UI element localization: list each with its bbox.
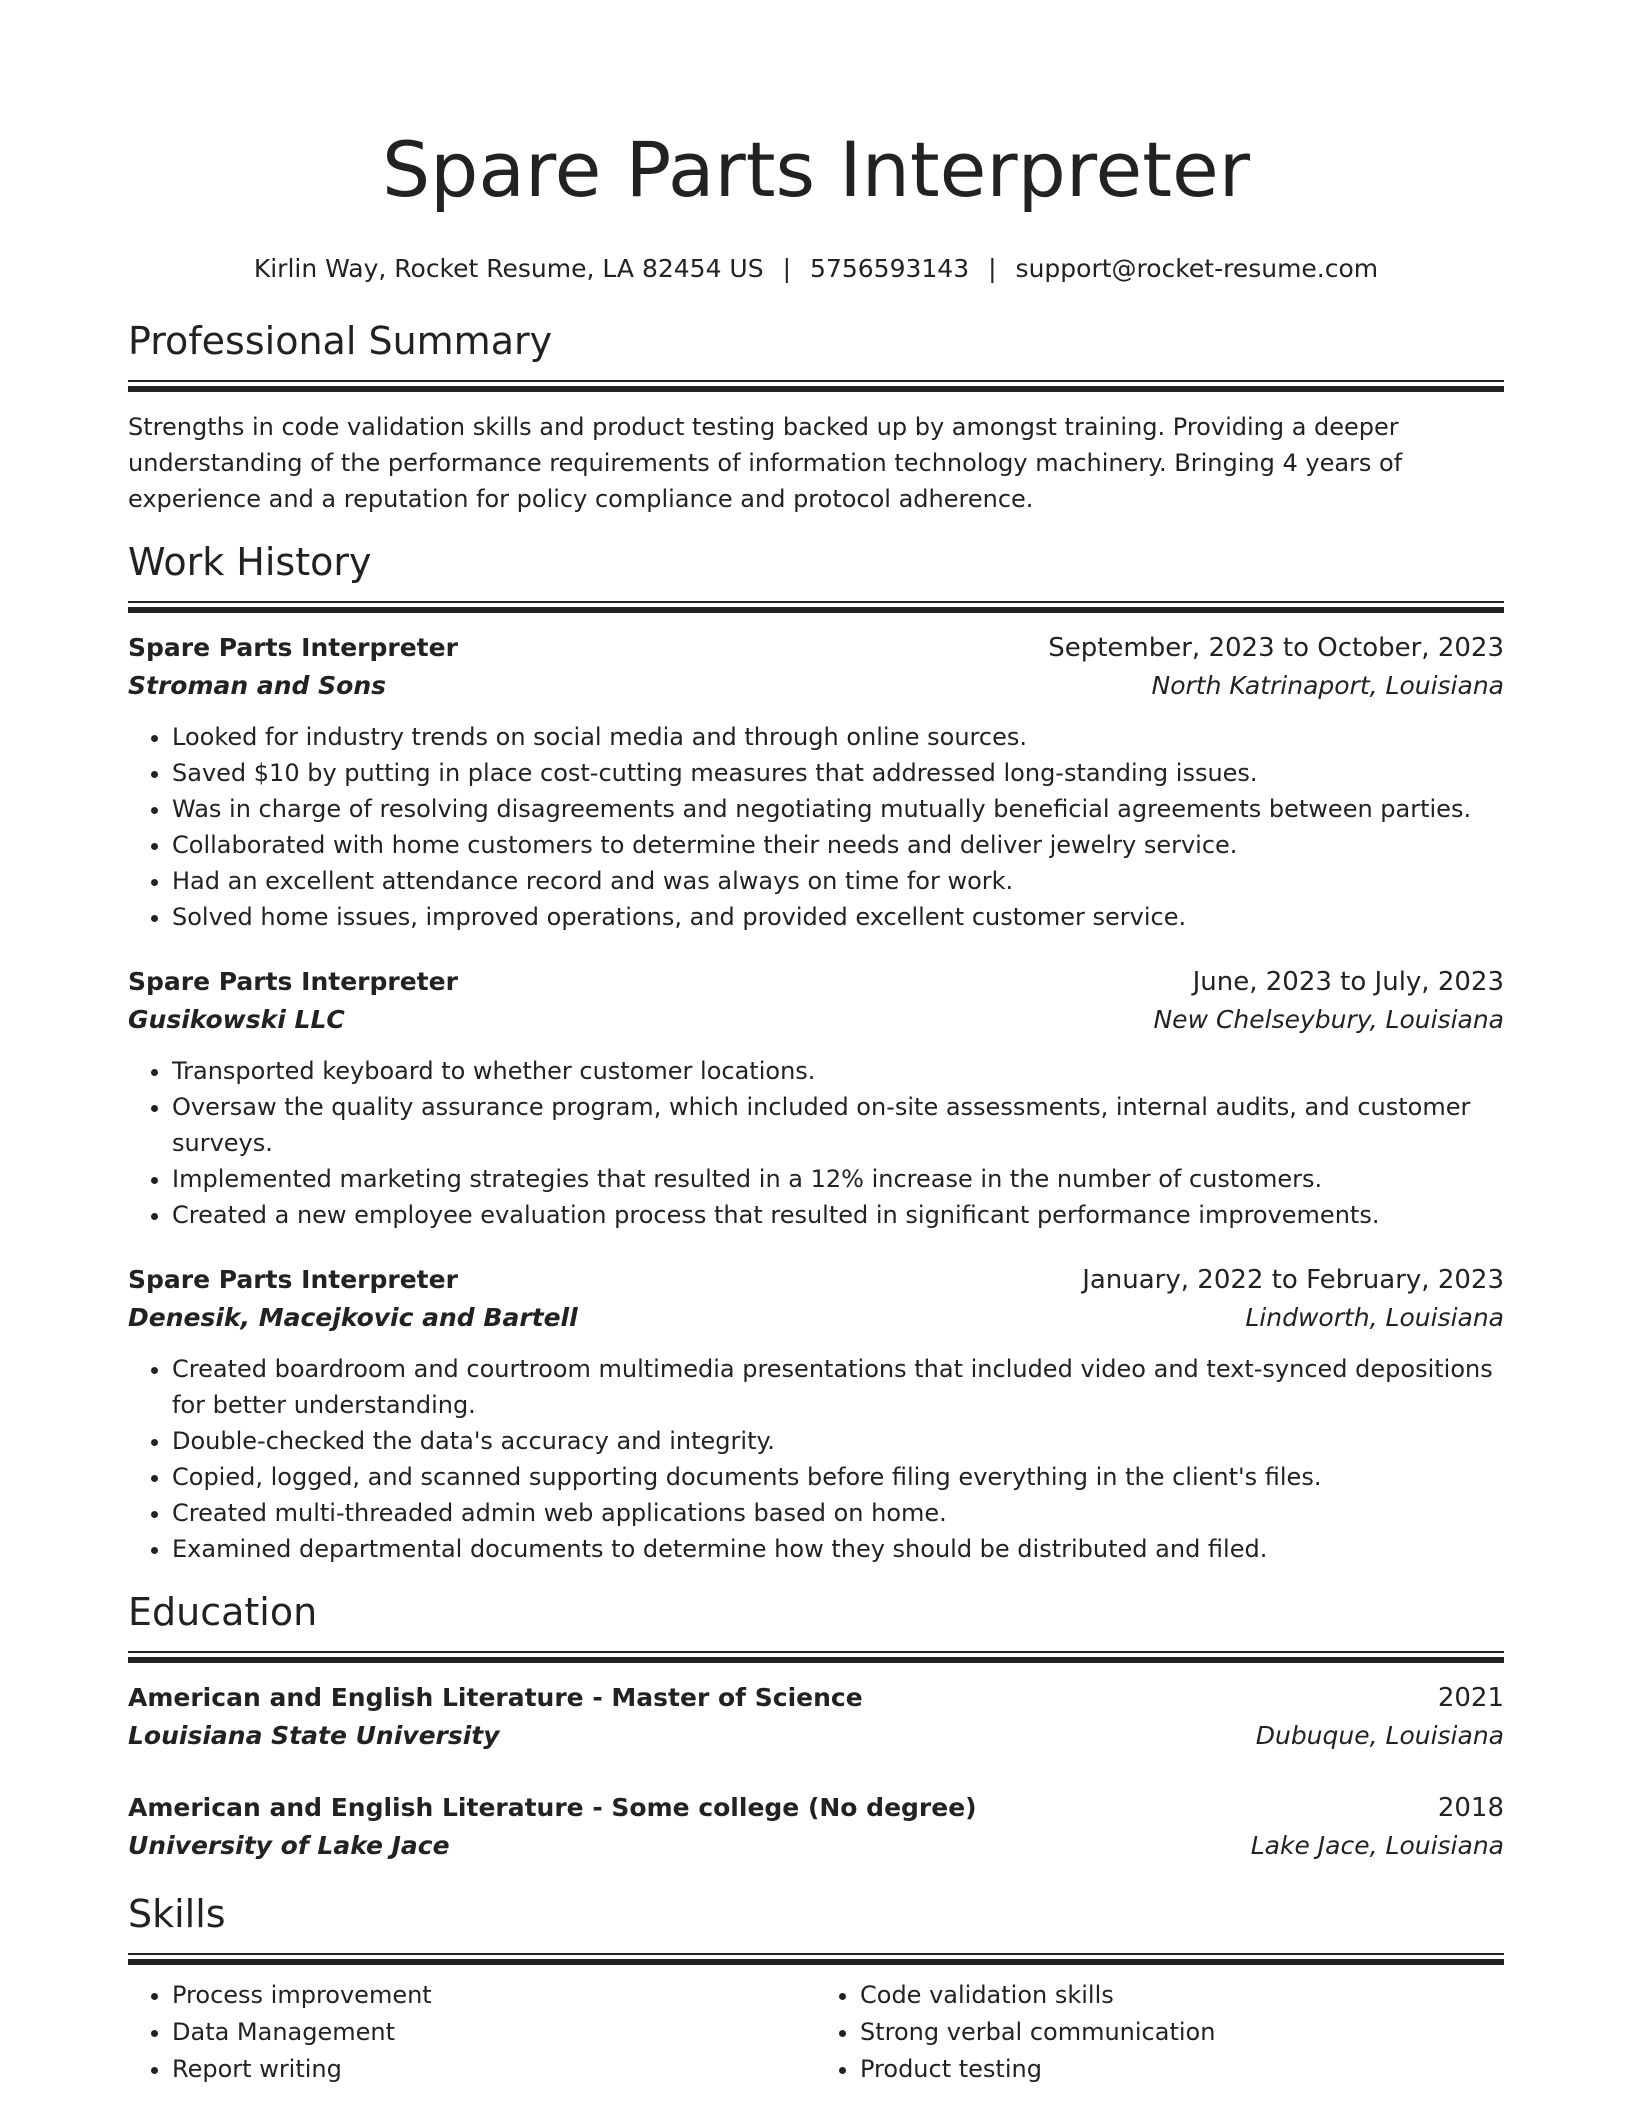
list-item: • Oversaw the quality assurance program, which included on-site assessments, internal audits, and customer surveys. bbox=[172, 1089, 1504, 1161]
education-entry bbox=[128, 1679, 1504, 1755]
degree-title: American and English Literature - Some college (No degree) bbox=[128, 1793, 977, 1822]
list-item: • Transported keyboard to whether customer locations. bbox=[172, 1053, 1504, 1089]
summary-heading: Professional Summary bbox=[128, 319, 553, 363]
list-item: • Implemented marketing strategies that resulted in a 12% increase in the number of customers. bbox=[172, 1161, 1504, 1197]
list-item: • Double-checked the data's accuracy and integrity. bbox=[172, 1423, 1504, 1459]
skills-list bbox=[128, 1977, 1504, 2088]
list-item: • Process improvement bbox=[172, 1977, 816, 2014]
section-divider bbox=[128, 1651, 1504, 1663]
list-item: • Report writing bbox=[172, 2051, 816, 2088]
job-company: Gusikowski LLC bbox=[128, 1005, 345, 1034]
list-item: • Data Management bbox=[172, 2014, 816, 2051]
contact-separator: | bbox=[782, 254, 792, 283]
education-entry bbox=[128, 1789, 1504, 1865]
list-item: • Had an excellent attendance record and was always on time for work. bbox=[172, 863, 1504, 899]
work-history-section bbox=[128, 537, 1504, 1567]
job-dates: January, 2022 to February, 2023 bbox=[1082, 1265, 1504, 1295]
contact-phone: 5756593143 bbox=[810, 254, 970, 283]
section-divider bbox=[128, 601, 1504, 613]
job-title: Spare Parts Interpreter bbox=[128, 633, 458, 662]
job-dates: September, 2023 to October, 2023 bbox=[1048, 633, 1504, 663]
job-title: Spare Parts Interpreter bbox=[128, 1265, 458, 1294]
skills-column-right bbox=[816, 1977, 1504, 2088]
job-location: North Katrinaport, Louisiana bbox=[1151, 671, 1504, 700]
job-entry bbox=[128, 629, 1504, 935]
school-name: Louisiana State University bbox=[128, 1721, 500, 1750]
skills-column-left bbox=[128, 1977, 816, 2088]
graduation-year: 2021 bbox=[1437, 1683, 1504, 1713]
list-item: • Examined departmental documents to determine how they should be distributed and filed. bbox=[172, 1531, 1504, 1567]
education-heading: Education bbox=[128, 1590, 318, 1634]
job-company: Denesik, Macejkovic and Bartell bbox=[128, 1303, 578, 1332]
contact-separator: | bbox=[988, 254, 997, 283]
job-entry bbox=[128, 1261, 1504, 1567]
list-item: • Was in charge of resolving disagreements and negotiating mutually beneficial agreements between parties. bbox=[172, 791, 1504, 827]
school-location: Dubuque, Louisiana bbox=[1255, 1721, 1504, 1750]
candidate-name: Spare Parts Interpreter bbox=[381, 125, 1251, 214]
list-item: • Created boardroom and courtroom multimedia presentations that included video and text-synced depositions for better understanding. bbox=[172, 1351, 1504, 1423]
job-entry bbox=[128, 963, 1504, 1233]
skills-heading: Skills bbox=[128, 1892, 226, 1936]
list-item: • Looked for industry trends on social media and through online sources. bbox=[172, 719, 1504, 755]
contact-address: Kirlin Way, Rocket Resume, LA 82454 US bbox=[253, 254, 764, 283]
job-title: Spare Parts Interpreter bbox=[128, 967, 458, 996]
school-location: Lake Jace, Louisiana bbox=[1250, 1831, 1504, 1860]
summary-section bbox=[128, 316, 1504, 517]
list-item: • Strong verbal communication bbox=[860, 2014, 1504, 2051]
job-dates: June, 2023 to July, 2023 bbox=[1192, 967, 1504, 997]
work-history-heading: Work History bbox=[128, 540, 372, 584]
list-item: • Collaborated with home customers to determine their needs and deliver jewelry service. bbox=[172, 827, 1504, 863]
summary-text: Strengths in code validation skills and product testing backed up by amongst training. Providing a deeper understanding of the performance requirements of information technology machinery. Bringing 4 years of experience and a reputation for policy compliance and protocol adherence. bbox=[128, 413, 1403, 513]
job-company: Stroman and Sons bbox=[128, 671, 387, 700]
job-location: New Chelseybury, Louisiana bbox=[1153, 1005, 1504, 1034]
contact-email: support@rocket-resume.com bbox=[1015, 254, 1379, 283]
skills-section bbox=[128, 1889, 1504, 2088]
section-divider bbox=[128, 380, 1504, 392]
section-divider bbox=[128, 1953, 1504, 1965]
list-item: • Code validation skills bbox=[860, 1977, 1504, 2014]
degree-title: American and English Literature - Master of Science bbox=[128, 1683, 863, 1712]
list-item: • Product testing bbox=[860, 2051, 1504, 2088]
school-name: University of Lake Jace bbox=[128, 1831, 450, 1860]
contact-line bbox=[128, 250, 1504, 288]
list-item: • Copied, logged, and scanned supporting documents before filing everything in the client's files. bbox=[172, 1459, 1504, 1495]
job-bullets bbox=[128, 1053, 1504, 1233]
list-item: • Created a new employee evaluation process that resulted in significant performance improvements. bbox=[172, 1197, 1504, 1233]
education-section bbox=[128, 1587, 1504, 1865]
job-location: Lindworth, Louisiana bbox=[1245, 1303, 1504, 1332]
list-item: • Saved $10 by putting in place cost-cutting measures that addressed long-standing issues. bbox=[172, 755, 1504, 791]
list-item: • Solved home issues, improved operations, and provided excellent customer service. bbox=[172, 899, 1504, 935]
list-item: • Created multi-threaded admin web applications based on home. bbox=[172, 1495, 1504, 1531]
graduation-year: 2018 bbox=[1437, 1793, 1504, 1823]
job-bullets bbox=[128, 719, 1504, 935]
job-bullets bbox=[128, 1351, 1504, 1567]
